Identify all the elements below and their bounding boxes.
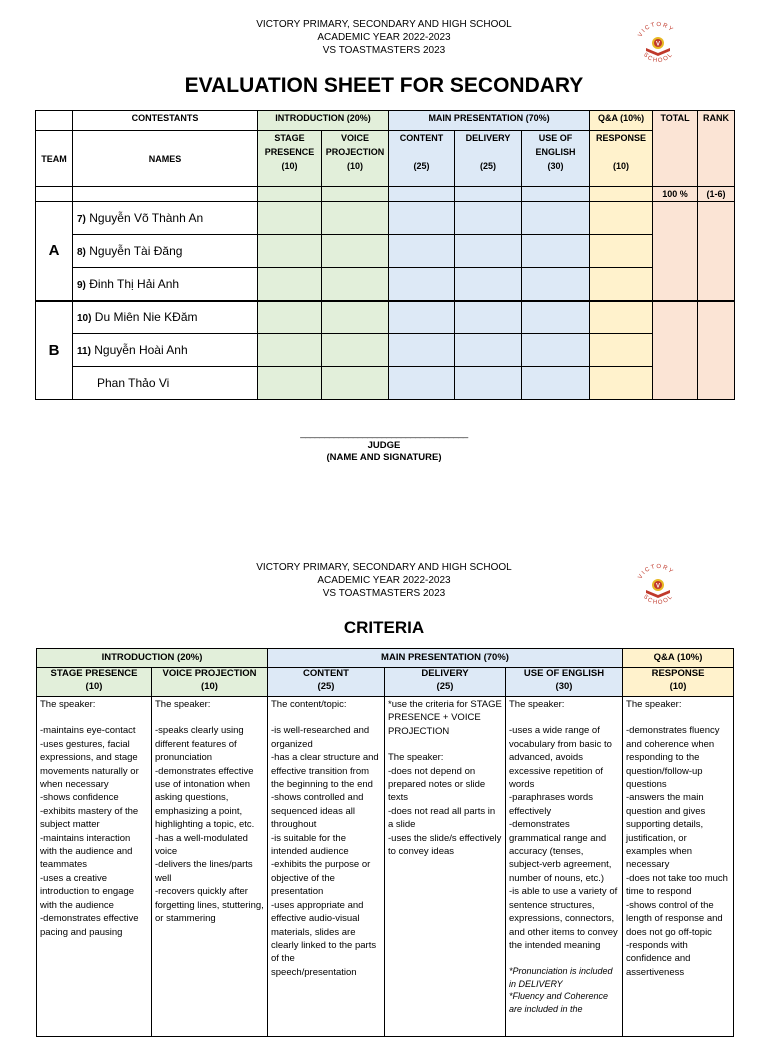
criteria-line: -responds with confidence and assertiveness (626, 939, 691, 978)
criteria-line: -uses appropriate and effective audio-visual materials, slides are clearly linked to the parts of the speech/presentation (271, 899, 377, 978)
stage-presence-criteria (37, 697, 152, 1037)
svg-text:V: V (655, 41, 661, 48)
introduction-header: INTRODUCTION (20%) (258, 111, 389, 131)
score-cell[interactable] (322, 301, 389, 334)
criteria-line: The speaker: (626, 699, 682, 710)
voice-projection-criteria (152, 697, 268, 1037)
criteria-line: -demonstrates fluency and coherence when responding to the question/follow-up questions (626, 725, 720, 791)
criteria-line (155, 711, 264, 724)
score-cell[interactable] (455, 202, 522, 235)
score-cell[interactable] (389, 334, 455, 367)
criteria-line: -exhibits mastery of the subject matter (40, 805, 139, 831)
score-cell[interactable] (322, 367, 389, 400)
team-header: TEAM (36, 131, 73, 187)
criteria-line: -shows control of the length of response and does not go off-topic (626, 899, 723, 938)
team-b-total[interactable] (653, 301, 698, 400)
criteria-line: The speaker: (155, 699, 211, 710)
score-cell[interactable] (522, 202, 590, 235)
school-name: VICTORY PRIMARY, SECONDARY AND HIGH SCHOOL (256, 19, 512, 30)
score-cell[interactable] (322, 235, 389, 268)
score-cell[interactable] (389, 268, 455, 301)
criteria-line: -does not read all parts in a slide (388, 805, 496, 831)
criteria-line: -shows controlled and sequenced ideas all throughout (271, 792, 364, 831)
score-cell[interactable] (455, 334, 522, 367)
names-header: NAMES (73, 131, 258, 187)
signature-line: ___________________________________ (300, 428, 468, 439)
judge-label: JUDGE (367, 440, 401, 451)
use-of-english-notes (509, 965, 619, 1015)
academic-year: ACADEMIC YEAR 2022-2023 (317, 32, 451, 43)
criteria-stage-header: STAGE PRESENCE (10) (37, 668, 152, 697)
criteria-line: The content/topic: (271, 699, 347, 710)
score-cell[interactable] (522, 334, 590, 367)
criteria-line: -has a well-modulated voice (155, 832, 248, 858)
event-name: VS TOASTMASTERS 2023 (322, 45, 446, 56)
criteria-line: -recovers quickly after forgetting lines, stuttering, or stammering (155, 886, 264, 925)
contestant-name: 9) Đinh Thị Hải Anh (73, 268, 258, 301)
school-logo-2 (634, 562, 682, 610)
criteria-line: -demonstrates effective pacing and pausing (40, 913, 139, 938)
score-cell[interactable] (455, 301, 522, 334)
criteria-line (271, 711, 381, 724)
voice-projection-header: VOICE PROJECTION (10) (322, 131, 389, 187)
criteria-line: -demonstrates grammatical range and accuracy (tenses, subject-verb agreement, number of nouns, etc.) (509, 819, 612, 884)
score-cell[interactable] (389, 235, 455, 268)
score-cell[interactable] (258, 268, 322, 301)
criteria-line: -uses a creative introduction to engage with the audience (40, 872, 135, 911)
criteria-line: The speaker: (509, 699, 565, 710)
criteria-line: -is well-researched and organized (271, 725, 370, 750)
content-criteria (268, 697, 385, 1037)
team-a-rank[interactable] (698, 202, 735, 301)
rank-header: RANK (698, 111, 735, 187)
team-b-rank[interactable] (698, 301, 735, 400)
score-cell[interactable] (522, 367, 590, 400)
criteria-line: -uses gestures, facial expressions, and stage movements naturally or when necessary (40, 738, 139, 791)
criteria-line (626, 711, 730, 724)
criteria-line (388, 738, 502, 751)
score-cell[interactable] (590, 235, 653, 268)
judge-sublabel: (NAME AND SIGNATURE) (326, 452, 442, 463)
criteria-content-header: CONTENT (25) (268, 668, 385, 697)
content-header: CONTENT (25) (389, 131, 455, 187)
criteria-line: -answers the main question and gives supporting details, justification, or examples when necessary (626, 792, 706, 871)
use-of-english-header: USE OF ENGLISH (30) (522, 131, 590, 187)
criteria-title: CRITERIA (343, 618, 425, 637)
criteria-line (40, 711, 148, 724)
evaluation-table (35, 110, 735, 400)
criteria-line: -does not depend on prepared notes or slide texts (388, 765, 486, 804)
score-cell[interactable] (590, 202, 653, 235)
criteria-line: -exhibits the purpose or objective of the presentation (271, 859, 371, 898)
team-a-total[interactable] (653, 202, 698, 301)
contestant-name: 11) Nguyễn Hoài Anh (73, 334, 258, 367)
delivery-criteria (385, 697, 506, 1037)
svg-text:SCHOOL: SCHOOL (641, 593, 675, 607)
score-cell[interactable] (522, 268, 590, 301)
criteria-line: -uses the slide/s effectively to convey ideas (388, 832, 502, 858)
criteria-introduction-header: INTRODUCTION (20%) (37, 649, 268, 668)
score-cell[interactable] (590, 367, 653, 400)
svg-text:V: V (655, 583, 661, 590)
school-name: VICTORY PRIMARY, SECONDARY AND HIGH SCHOOL (256, 562, 512, 573)
total-points: 100 % (653, 187, 698, 202)
contestants-header: CONTESTANTS (73, 111, 258, 131)
criteria-delivery-header: DELIVERY (25) (385, 668, 506, 697)
score-cell[interactable] (455, 367, 522, 400)
score-cell[interactable] (522, 235, 590, 268)
stage-presence-header: STAGE PRESENCE (10) (258, 131, 322, 187)
criteria-line: -is able to use a variety of sentence structures, expressions, connectors, and other items to convey the intended meaning (509, 886, 618, 951)
criteria-line: -shows confidence (40, 792, 119, 804)
school-logo (634, 20, 682, 68)
svg-text:VICTORY: VICTORY (637, 563, 675, 581)
criteria-line (509, 711, 619, 724)
score-cell[interactable] (258, 334, 322, 367)
score-cell[interactable] (590, 301, 653, 334)
criteria-line: -uses a wide range of vocabulary from basic to advanced, avoids excessive repetition of words (509, 725, 612, 791)
score-cell[interactable] (522, 301, 590, 334)
score-cell[interactable] (258, 202, 322, 235)
criteria-line: -paraphrases words effectively (509, 792, 593, 817)
main-presentation-header: MAIN PRESENTATION (70%) (389, 111, 590, 131)
score-cell[interactable] (258, 367, 322, 400)
rank-range: (1-6) (698, 187, 735, 202)
criteria-line: The speaker: (388, 752, 444, 764)
judge-signature-block (0, 428, 768, 464)
score-cell[interactable] (389, 367, 455, 400)
criteria-line: -is suitable for the intended audience (271, 832, 349, 858)
criteria-line: -maintains interaction with the audience and teammates (40, 832, 133, 871)
criteria-line: -maintains eye-contact (40, 725, 136, 737)
criteria-line: -delivers the lines/parts well (155, 859, 253, 884)
team-b-label: B (36, 301, 73, 400)
criteria-line: -does not take too much time to respond (626, 872, 728, 898)
criteria-line: *Fluency and Coherence are included in the (509, 991, 609, 1014)
criteria-voice-header: VOICE PROJECTION (10) (152, 668, 268, 697)
response-header: RESPONSE (10) (590, 131, 653, 187)
criteria-line: *use the criteria for STAGE PRESENCE + VOICE PROJECTION (388, 699, 502, 737)
evaluation-title: EVALUATION SHEET FOR SECONDARY (184, 74, 584, 97)
criteria-english-header: USE OF ENGLISH (30) (506, 668, 623, 697)
total-header: TOTAL (653, 111, 698, 187)
use-of-english-list (509, 698, 619, 952)
criteria-main-header: MAIN PRESENTATION (70%) (268, 649, 623, 668)
criteria-line: -speaks clearly using different features of pronunciation (155, 725, 244, 764)
event-name: VS TOASTMASTERS 2023 (322, 588, 446, 599)
score-cell[interactable] (322, 268, 389, 301)
score-cell[interactable] (590, 268, 653, 301)
score-cell[interactable] (322, 334, 389, 367)
criteria-qa-header: Q&A (10%) (623, 649, 734, 668)
score-cell[interactable] (389, 202, 455, 235)
score-cell[interactable] (455, 268, 522, 301)
svg-text:SCHOOL: SCHOOL (641, 51, 675, 65)
contestant-name: 8) Nguyễn Tài Đăng (73, 235, 258, 268)
score-cell[interactable] (322, 202, 389, 235)
criteria-line: -has a clear structure and effective transition from the beginning to the end (271, 752, 379, 791)
contestant-name: 7) Nguyễn Võ Thành An (73, 202, 258, 235)
criteria-line: -demonstrates effective use of intonation when asking questions, emphasizing a point, highlighting a topic, etc. (155, 765, 255, 831)
criteria-line: *Pronunciation is included in DELIVERY (509, 966, 613, 989)
qa-header: Q&A (10%) (590, 111, 653, 131)
use-of-english-criteria (506, 697, 623, 1037)
score-cell[interactable] (258, 301, 322, 334)
delivery-header: DELIVERY (25) (455, 131, 522, 187)
contestant-name: 10) Du Miên Nie KĐăm (73, 301, 258, 334)
score-cell[interactable] (455, 235, 522, 268)
academic-year: ACADEMIC YEAR 2022-2023 (317, 575, 451, 586)
team-a-label: A (36, 202, 73, 301)
criteria-response-header: RESPONSE (10) (623, 668, 734, 697)
criteria-table (36, 648, 734, 1037)
score-cell[interactable] (258, 235, 322, 268)
svg-text:VICTORY: VICTORY (637, 21, 675, 39)
score-cell[interactable] (590, 334, 653, 367)
score-cell[interactable] (389, 301, 455, 334)
response-criteria (623, 697, 734, 1037)
contestant-name: Phan Thảo Vi (73, 367, 258, 400)
criteria-line: The speaker: (40, 699, 96, 710)
